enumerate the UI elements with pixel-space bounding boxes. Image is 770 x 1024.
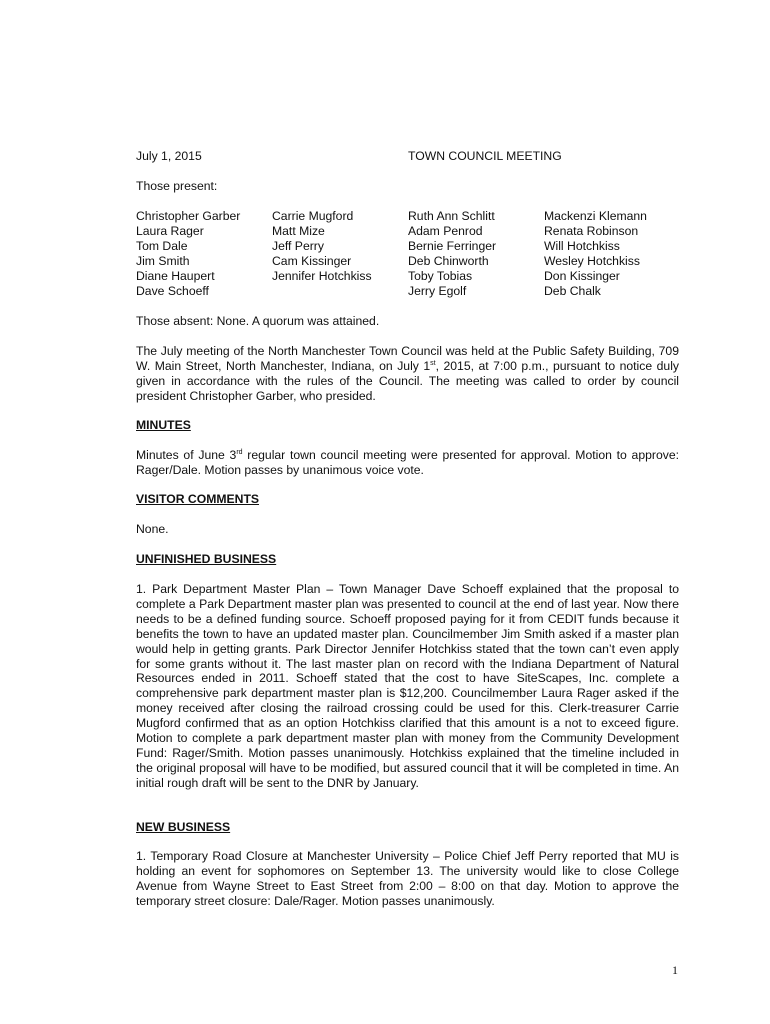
intro-superscript: st [430, 359, 436, 367]
attendee-name: Laura Rager [136, 223, 204, 238]
intro-text-part1: The July meeting of the North Manchester Town Council was held at the Public Safety Building, 709 W. Main Street, North Manchester, Indiana, on July 1 [136, 344, 679, 373]
minutes-text-part2: regular town council meeting were presented for approval. Motion to approve: Rager/Dale. Motion passes by unanimous voice vote. [136, 448, 679, 477]
attendee-name: Matt Mize [272, 223, 325, 238]
attendees-column-1 [136, 209, 240, 298]
absent-statement: Those absent: None. A quorum was attained. [136, 314, 380, 328]
minutes-heading: MINUTES [136, 418, 191, 432]
attendee-name: Deb Chinworth [408, 253, 489, 268]
attendee-name: Cam Kissinger [272, 253, 352, 268]
intro-text-part2: , 2015, at 7:00 p.m., pursuant to notice duly given in accordance with the rules of the Council. The meeting was called to order by council president Christopher Garber, who presided. [136, 358, 679, 403]
minutes-superscript: rd [236, 448, 243, 456]
attendee-name: Will Hotchkiss [544, 238, 620, 253]
attendee-name: Bernie Ferringer [408, 238, 497, 253]
attendee-name: Christopher Garber [136, 209, 241, 223]
attendee-name: Ruth Ann Schlitt [408, 209, 495, 223]
attendees-column-4 [544, 209, 647, 298]
attendee-name: Jim Smith [136, 253, 190, 268]
attendee-name: Jennifer Hotchkiss [272, 268, 372, 283]
attendee-name: Wesley Hotchkiss [544, 253, 640, 268]
attendee-name: Mackenzi Klemann [544, 209, 647, 223]
meeting-title: TOWN COUNCIL MEETING [408, 149, 562, 163]
unfinished-business-heading: UNFINISHED BUSINESS [136, 552, 277, 566]
attendee-name: Tom Dale [136, 238, 188, 253]
unfinished-business-paragraph: 1. Park Department Master Plan – Town Manager Dave Schoeff explained that the proposal to complete a Park Department master plan was presented to council at the end of last year. Now there needs to be a defined funding source. Schoeff proposed paying for it from CEDIT funds because it benefits the town to have an updated master plan. Councilmember Jim Smith asked if a master plan would help in getting grants. Park Director Jennifer Hotchkiss stated that the town can’t even apply for some grants without it. The last master plan on record with the Indiana Department of Natural Resources ended in 2011. Schoeff stated that the cost to have SiteScapes, Inc. complete a comprehensive park department master plan is $12,200. Councilmember Laura Rager asked if the money received after closing the railroad crossing could be used for this. Clerk-treasurer Carrie Mugford confirmed that as an option Hotchkiss clarified that this amount is a not to exceed figure. Motion to complete a park department master plan with money from the Community Development Fund: Rager/Smith. Motion passes unanimously. Hotchkiss explained that the timeline included in the original proposal will have to be modified, but assured council that it will be completed in time. An initial rough draft will be sent to the DNR by January. [136, 582, 679, 790]
attendee-name: Deb Chalk [544, 283, 601, 298]
visitor-comments-heading: VISITOR COMMENTS [136, 492, 260, 506]
new-business-paragraph: 1. Temporary Road Closure at Manchester University – Police Chief Jeff Perry reported that MU is holding an event for sophomores on September 13. The university would like to close College Avenue from Wayne Street to East Street from 2:00 – 8:00 on that day. Motion to approve the temporary street closure: Dale/Rager. Motion passes unanimously. [136, 849, 679, 908]
attendee-name: Toby Tobias [408, 268, 473, 283]
attendee-name: Jerry Egolf [408, 283, 467, 298]
attendees-column-3 [408, 209, 496, 298]
present-label: Those present: [136, 179, 218, 193]
attendee-name: Don Kissinger [544, 268, 620, 283]
attendee-name: Adam Penrod [408, 223, 483, 238]
minutes-paragraph [136, 448, 679, 478]
minutes-text-part1: Minutes of June 3 [136, 448, 237, 462]
attendee-name: Diane Haupert [136, 268, 215, 283]
new-business-heading: NEW BUSINESS [136, 820, 231, 834]
attendee-name: Jeff Perry [272, 238, 324, 253]
attendees-column-2 [272, 209, 372, 284]
attendee-name: Renata Robinson [544, 223, 639, 238]
meeting-date: July 1, 2015 [136, 149, 202, 163]
page-number: 1 [672, 963, 678, 977]
attendee-name: Dave Schoeff [136, 283, 209, 298]
intro-paragraph [136, 344, 679, 404]
visitor-comments-text: None. [136, 522, 169, 536]
attendee-name: Carrie Mugford [272, 209, 354, 223]
